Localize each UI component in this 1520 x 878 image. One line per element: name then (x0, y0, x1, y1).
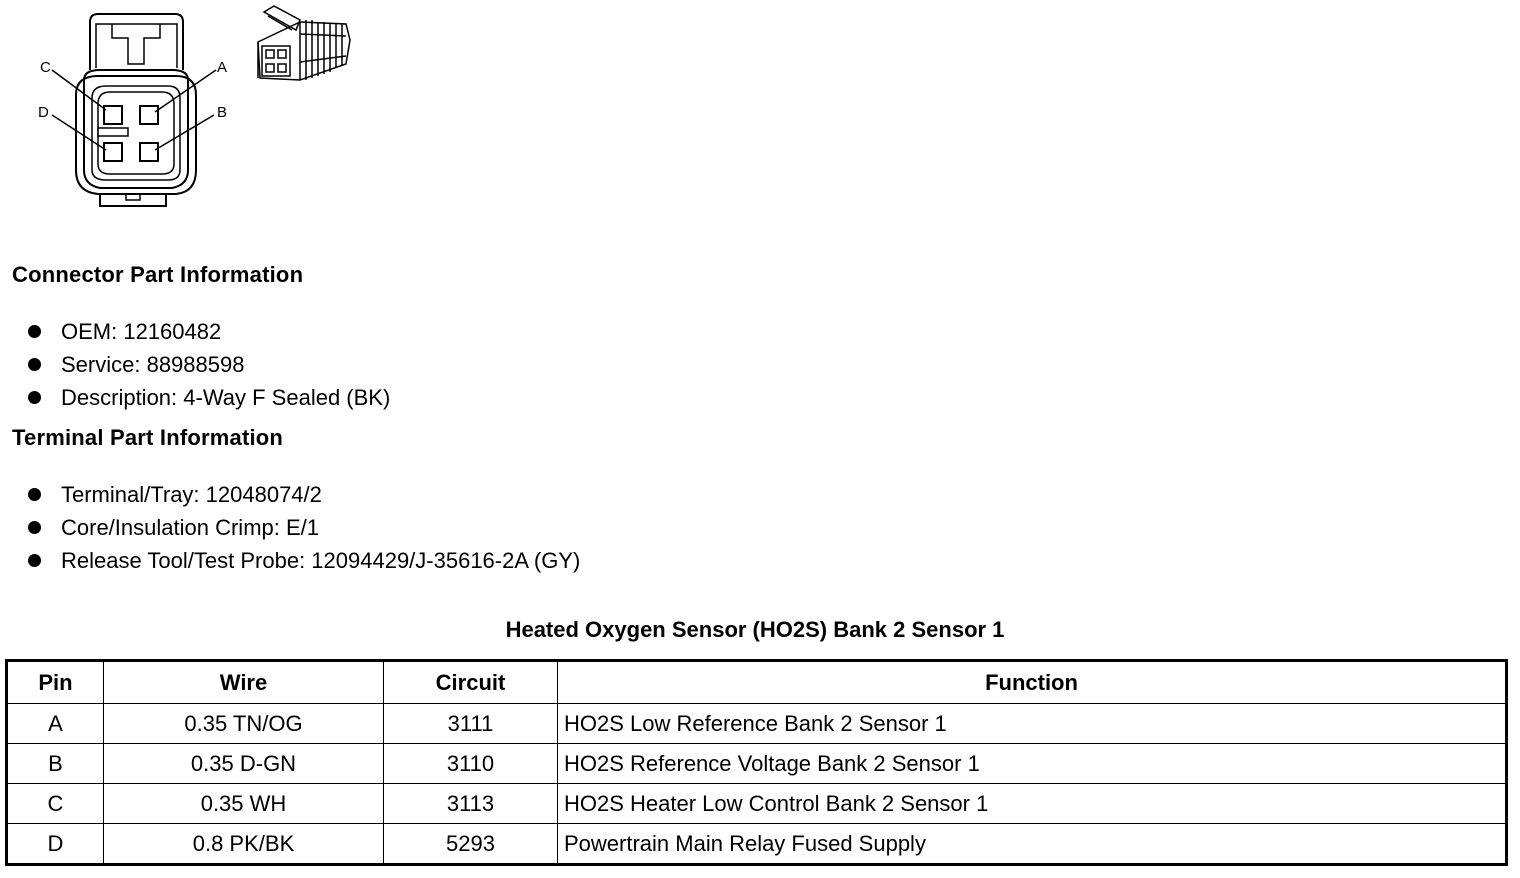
function-cell: HO2S Reference Voltage Bank 2 Sensor 1 (558, 744, 1507, 784)
function-cell: Powertrain Main Relay Fused Supply (558, 824, 1507, 865)
pin-label-a: A (217, 59, 228, 76)
table-row (7, 704, 1507, 744)
list-item: Terminal/Tray: 12048074/2 (28, 478, 580, 511)
pin-label-d: D (38, 104, 49, 121)
list-item: Release Tool/Test Probe: 12094429/J-35616-2A (GY) (28, 544, 580, 577)
bullet-icon (28, 488, 41, 501)
bullet-icon (28, 391, 41, 404)
column-header-function: Function (558, 661, 1507, 704)
function-cell: HO2S Low Reference Bank 2 Sensor 1 (558, 704, 1507, 744)
pin-label-b: B (217, 104, 228, 121)
table-header-row (7, 661, 1507, 704)
connector-part-heading: Connector Part Information (12, 262, 304, 287)
pinout-table (5, 659, 1508, 866)
bullet-icon (28, 325, 41, 338)
function-cell: HO2S Heater Low Control Bank 2 Sensor 1 (558, 784, 1507, 824)
wire-cell: 0.35 WH (104, 784, 384, 824)
table-row (7, 784, 1507, 824)
wire-cell: 0.8 PK/BK (104, 824, 384, 865)
table-title: Heated Oxygen Sensor (HO2S) Bank 2 Sensor 1 (505, 617, 1005, 642)
bullet-icon (28, 358, 41, 371)
connector-part-list (28, 315, 390, 414)
list-item: Service: 88988598 (28, 348, 390, 381)
table-row (7, 824, 1507, 865)
wire-cell: 0.35 TN/OG (104, 704, 384, 744)
circuit-cell: 5293 (384, 824, 558, 865)
table-row (7, 744, 1507, 784)
terminal-part-heading: Terminal Part Information (12, 425, 284, 450)
connector-isometric-icon (258, 6, 350, 80)
bullet-icon (28, 554, 41, 567)
pin-cell: C (7, 784, 104, 824)
pin-cell: B (7, 744, 104, 784)
column-header-wire: Wire (104, 661, 384, 704)
list-item: Description: 4-Way F Sealed (BK) (28, 381, 390, 414)
pin-label-c: C (40, 59, 51, 76)
pin-cell: A (7, 704, 104, 744)
column-header-pin: Pin (7, 661, 104, 704)
circuit-cell: 3110 (384, 744, 558, 784)
list-item: Core/Insulation Crimp: E/1 (28, 511, 580, 544)
circuit-cell: 3113 (384, 784, 558, 824)
bullet-icon (28, 521, 41, 534)
connector-diagram (0, 0, 380, 220)
wire-cell: 0.35 D-GN (104, 744, 384, 784)
list-item: OEM: 12160482 (28, 315, 390, 348)
column-header-circuit: Circuit (384, 661, 558, 704)
terminal-part-list (28, 478, 580, 577)
circuit-cell: 3111 (384, 704, 558, 744)
pin-cell: D (7, 824, 104, 865)
